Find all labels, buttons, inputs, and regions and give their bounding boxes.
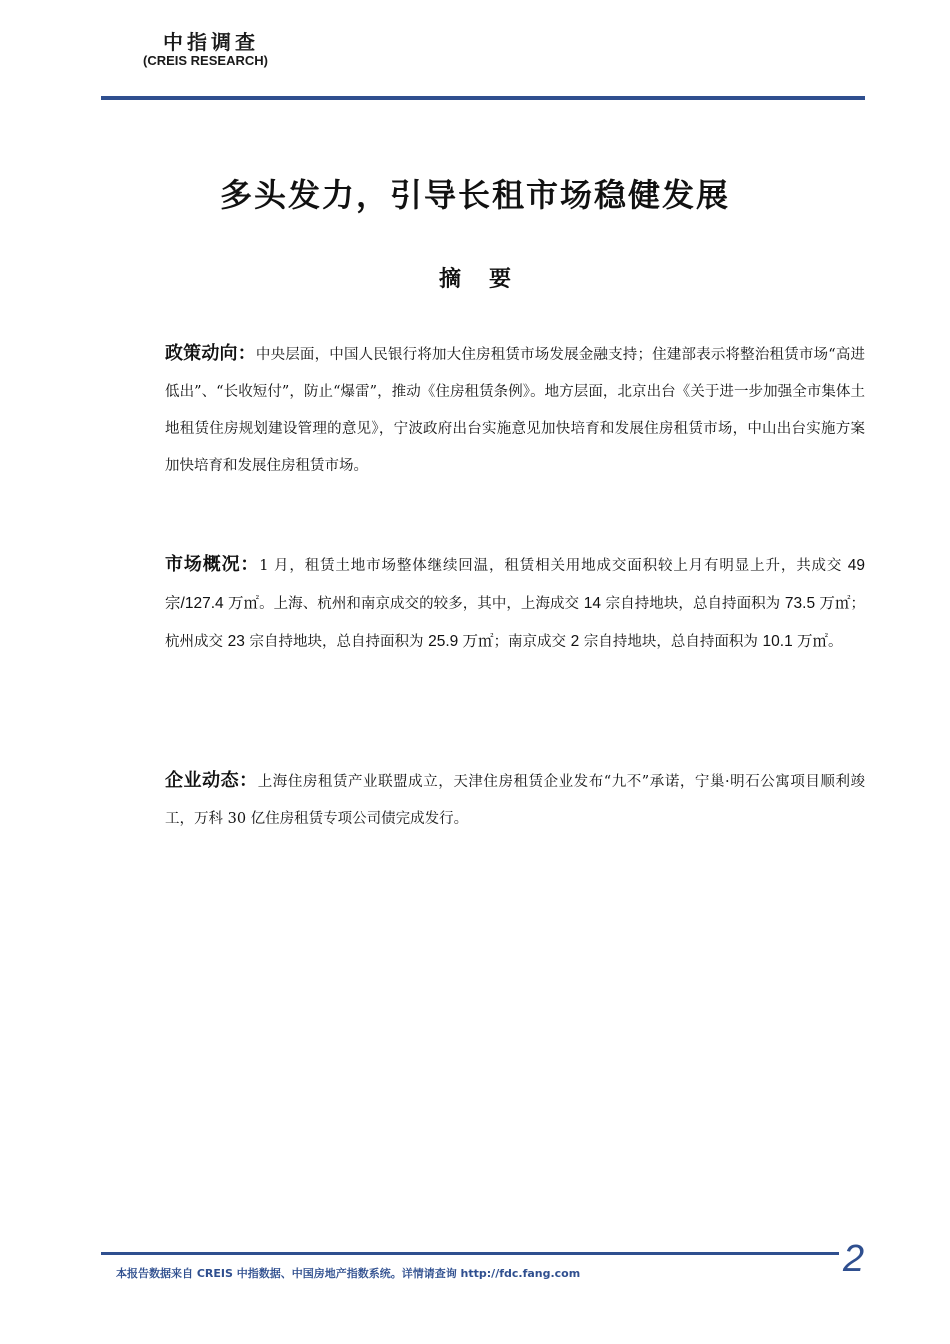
market-text: 。上海、杭州和南京成交的较多，其中，上海成交 [259,596,584,612]
footer-divider [101,1252,839,1255]
policy-section [165,335,865,485]
market-text: 。 [828,634,843,650]
page-number: 2 [843,1238,865,1280]
abstract-heading: 摘要 [438,266,539,292]
enterprise-text: 上海住房租赁产业联盟成立，天津住房租赁企业发布“九不”承诺，宁巢·明石公寓项目顺利竣工，万科 30 亿住房租赁专项公司债完成发行。 [165,774,866,827]
market-text: ；南京成交 [493,634,571,650]
header-brand: 中指调查 [163,30,259,54]
market-text: 宗自持地块，总自持面积为 [601,596,785,612]
market-text: 宗自持地块，总自持面积为 [579,634,763,650]
footer-source: 本报告数据来自 CREIS 中指数据、中国房地产指数系统。详情请查询 http://fdc.fang.com [116,1267,581,1280]
enterprise-label: 企业动态： [165,770,258,791]
nanjing-count: 2 [570,633,580,650]
hangzhou-area: 25.9 万㎡ [428,633,494,650]
hangzhou-count: 23 [227,633,245,650]
nanjing-area: 10.1 万㎡ [762,633,828,650]
header-divider [101,96,865,100]
market-text: ；杭州成交 [165,596,866,650]
market-label: 市场概况： [165,554,260,575]
shanghai-count: 14 [583,595,602,612]
market-text: 宗自持地块，总自持面积为 [244,634,429,650]
policy-text: 中央层面，中国人民银行将加大住房租赁市场发展金融支持；住建部表示将整治租赁市场“高进低出”、“长收短付”，防止“爆雷”，推动《住房租赁条例》。地方层面，北京出台《关于进一步加强全市集体土地租赁住房规划建设管理的意见》，宁波政府出台实施意见加快培育和发展住房租赁市场，中山出台实施方案加快培育和发展住房租赁市场。 [165,347,865,474]
policy-label: 政策动向： [165,343,256,364]
market-total-value: 49 宗/127.4 万㎡ [165,557,865,612]
shanghai-area: 73.5 万㎡ [784,595,851,612]
market-section [165,546,865,661]
document-title: 多头发力，引导长租市场稳健发展 [219,176,730,214]
header-subtitle: (CREIS RESEARCH) [143,53,268,68]
market-text: 1 月，租赁土地市场整体继续回温，租赁相关用地成交面积较上月有明显上升，共成交 [259,558,848,574]
enterprise-section [165,762,865,838]
